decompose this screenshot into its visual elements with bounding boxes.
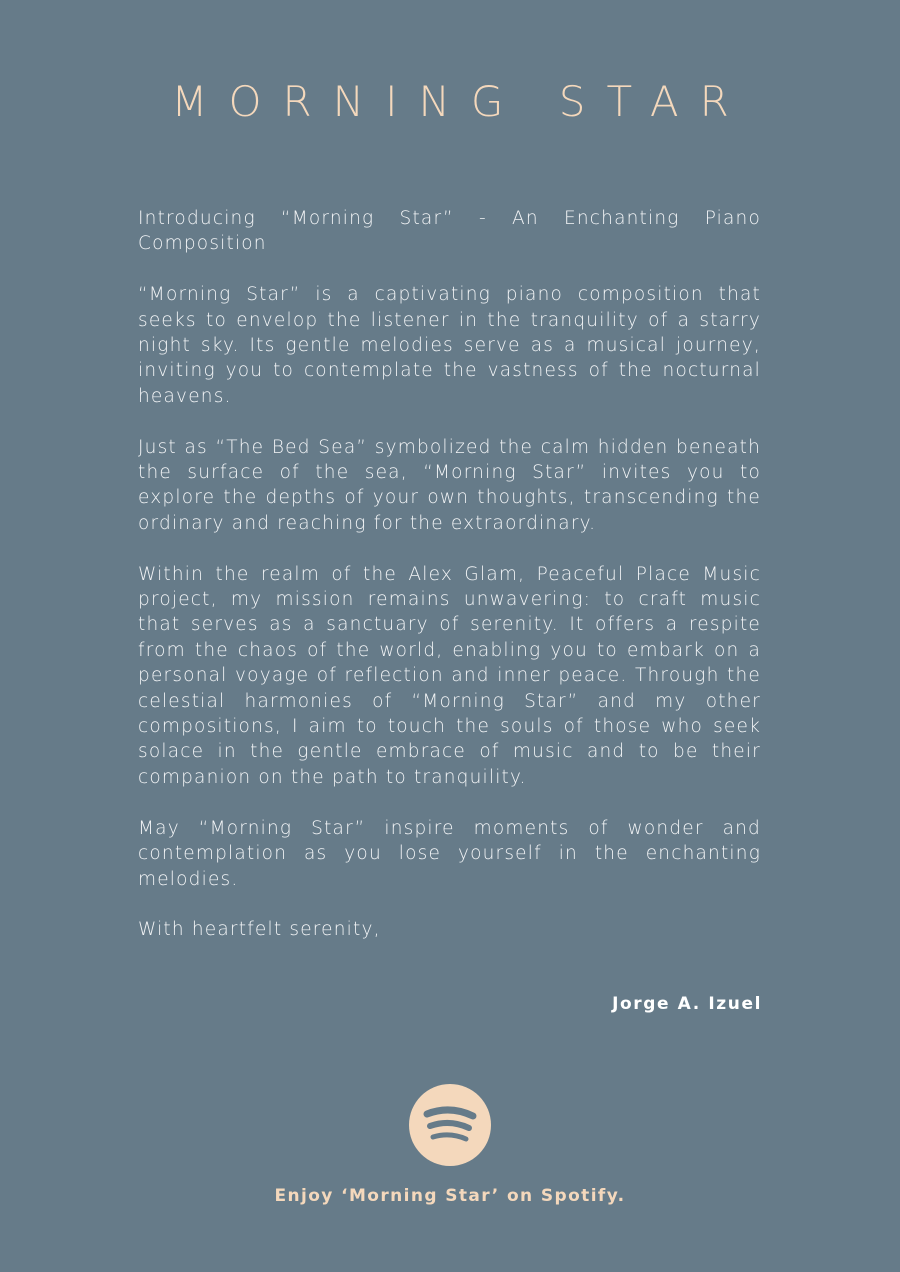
letter-body — [138, 206, 761, 968]
spotify-waves-icon — [409, 1084, 491, 1166]
page-title: MORNING STAR — [171, 77, 750, 126]
closing-line: With heartfelt serenity, — [138, 919, 381, 941]
body-paragraph-4: May “Morning Star” inspire moments of wonder and contemplation as you lose yourself in the enchanting melodies. — [138, 817, 761, 890]
body-paragraph-3: Within the realm of the Alex Glam, Peaceful Place Music project, my mission remains unwavering: to craft music that serves as a sanctuary of serenity. It offers a respite from the chaos of the world, enabling you to embark on a personal voyage of reflection and inner peace. Through the celestial harmonies of “Morning Star” and my other compositions, I aim to touch the souls of those who seek solace in the gentle embrace of music and to be their companion on the path to tranquility. — [138, 563, 761, 788]
body-paragraph-2: Just as “The Bed Sea” symbolized the calm hidden beneath the surface of the sea, “Morning Star” invites you to explore the depths of your own thoughts, transcending the ordinary and reaching for the extraordinary. — [138, 436, 761, 534]
intro-paragraph: Introducing “Morning Star” - An Enchanting Piano Composition — [138, 208, 761, 255]
signature: Jorge A. Izuel — [612, 994, 762, 1014]
spotify-cta-link[interactable]: Enjoy ‘Morning Star’ on Spotify. — [274, 1186, 626, 1206]
spotify-icon[interactable] — [409, 1084, 491, 1166]
body-paragraph-1: “Morning Star” is a captivating piano composition that seeks to envelop the listener in the tranquility of a starry night sky. Its gentle melodies serve as a musical journey, inviting you to contemplate the vastness of the nocturnal heavens. — [138, 284, 761, 407]
